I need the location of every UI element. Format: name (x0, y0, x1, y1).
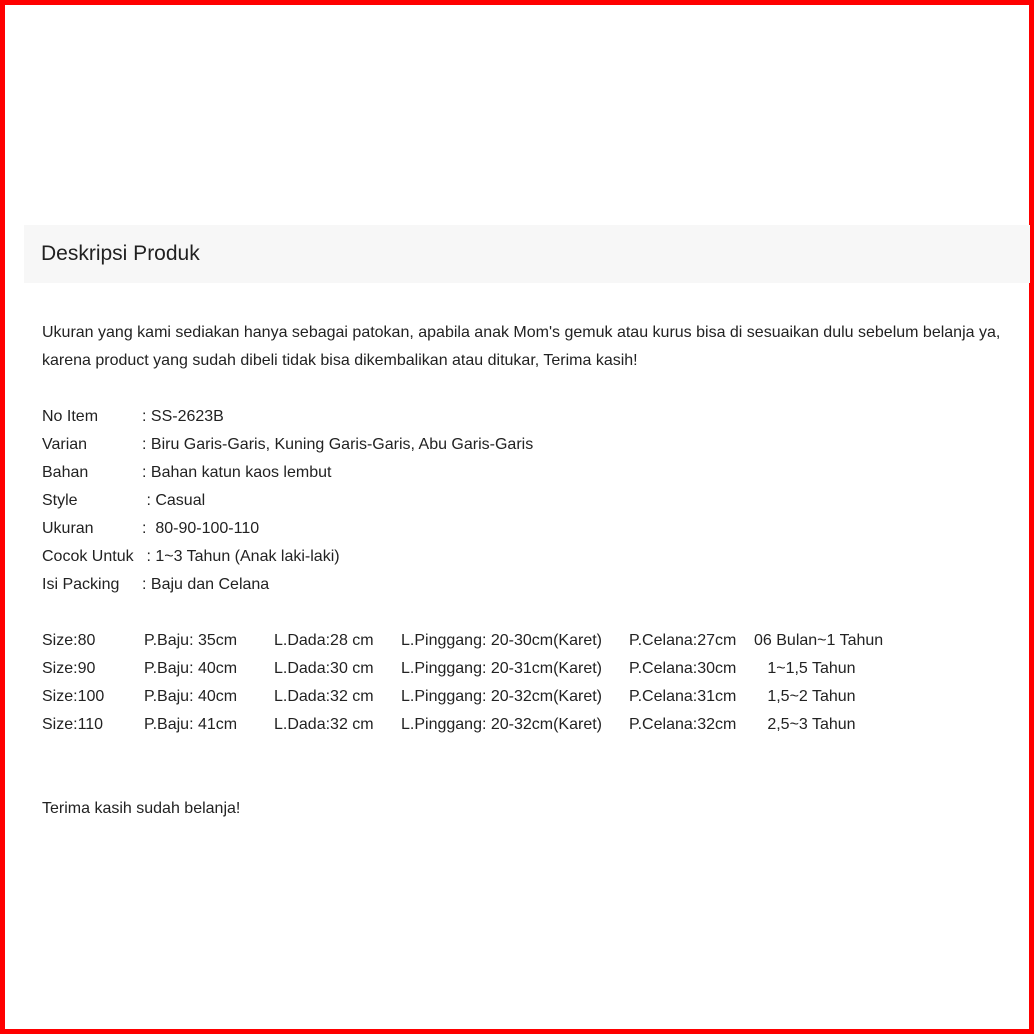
spec-value: : Casual (142, 492, 206, 509)
age-range-cell: 06 Bulan~1 Tahun (754, 632, 884, 649)
size-table (42, 627, 1027, 739)
size-row-110 (42, 711, 1027, 739)
spec-value: : SS-2623B (142, 408, 224, 425)
spec-row-ukuran (42, 515, 1027, 543)
baju-length-cell: P.Baju: 40cm (144, 688, 238, 705)
description-line-1: Ukuran yang kami sediakan hanya sebagai patokan, apabila anak Mom's gemuk atau kurus bisa di sesuaikan dulu sebelum belanja ya, (42, 324, 1001, 341)
baju-length-cell: P.Baju: 40cm (144, 660, 238, 677)
spec-value: : Baju dan Celana (142, 576, 270, 593)
pants-length-cell: P.Celana:31cm (629, 688, 737, 705)
pants-length-cell: P.Celana:30cm (629, 660, 737, 677)
spec-label: Cocok Untuk (42, 548, 134, 565)
size-cell: Size:90 (42, 660, 96, 677)
description-line-2: karena product yang sudah dibeli tidak bisa dikembalikan atau ditukar, Terima kasih! (42, 352, 638, 369)
section-header (24, 225, 1030, 283)
baju-length-cell: P.Baju: 41cm (144, 716, 238, 733)
spec-row-no-item (42, 403, 1027, 431)
spec-list (42, 403, 1027, 599)
spec-label: No Item (42, 408, 99, 425)
spec-row-cocok-untuk (42, 543, 1027, 571)
pants-length-cell: P.Celana:32cm (629, 716, 737, 733)
spec-label: Isi Packing (42, 576, 120, 593)
baju-length-cell: P.Baju: 35cm (144, 632, 238, 649)
spec-label: Ukuran (42, 520, 94, 537)
age-range-cell: 1,5~2 Tahun (754, 688, 856, 705)
spec-label: Bahan (42, 464, 89, 481)
age-range-cell: 1~1,5 Tahun (754, 660, 856, 677)
spec-row-varian (42, 431, 1027, 459)
chest-width-cell: L.Dada:32 cm (274, 688, 374, 705)
size-cell: Size:80 (42, 632, 96, 649)
spec-row-bahan (42, 459, 1027, 487)
spec-row-style (42, 487, 1027, 515)
size-row-100 (42, 683, 1027, 711)
section-title: Deskripsi Produk (41, 242, 200, 265)
spec-value: : Bahan katun kaos lembut (142, 464, 332, 481)
chest-width-cell: L.Dada:28 cm (274, 632, 374, 649)
description-content (42, 319, 1027, 823)
spec-value: : 1~3 Tahun (Anak laki-laki) (142, 548, 340, 565)
spec-label: Style (42, 492, 78, 509)
waist-width-cell: L.Pinggang: 20-31cm(Karet) (401, 660, 602, 677)
closing-message: Terima kasih sudah belanja! (42, 800, 241, 817)
age-range-cell: 2,5~3 Tahun (754, 716, 856, 733)
waist-width-cell: L.Pinggang: 20-32cm(Karet) (401, 688, 602, 705)
spec-value: : 80-90-100-110 (142, 520, 260, 537)
size-row-80 (42, 627, 1027, 655)
spec-label: Varian (42, 436, 88, 453)
waist-width-cell: L.Pinggang: 20-30cm(Karet) (401, 632, 602, 649)
spec-value: : Biru Garis-Garis, Kuning Garis-Garis, Abu Garis-Garis (142, 436, 534, 453)
pants-length-cell: P.Celana:27cm (629, 632, 737, 649)
spec-row-isi-packing (42, 571, 1027, 599)
size-cell: Size:100 (42, 688, 105, 705)
chest-width-cell: L.Dada:32 cm (274, 716, 374, 733)
chest-width-cell: L.Dada:30 cm (274, 660, 374, 677)
size-row-90 (42, 655, 1027, 683)
waist-width-cell: L.Pinggang: 20-32cm(Karet) (401, 716, 602, 733)
size-cell: Size:110 (42, 716, 104, 733)
